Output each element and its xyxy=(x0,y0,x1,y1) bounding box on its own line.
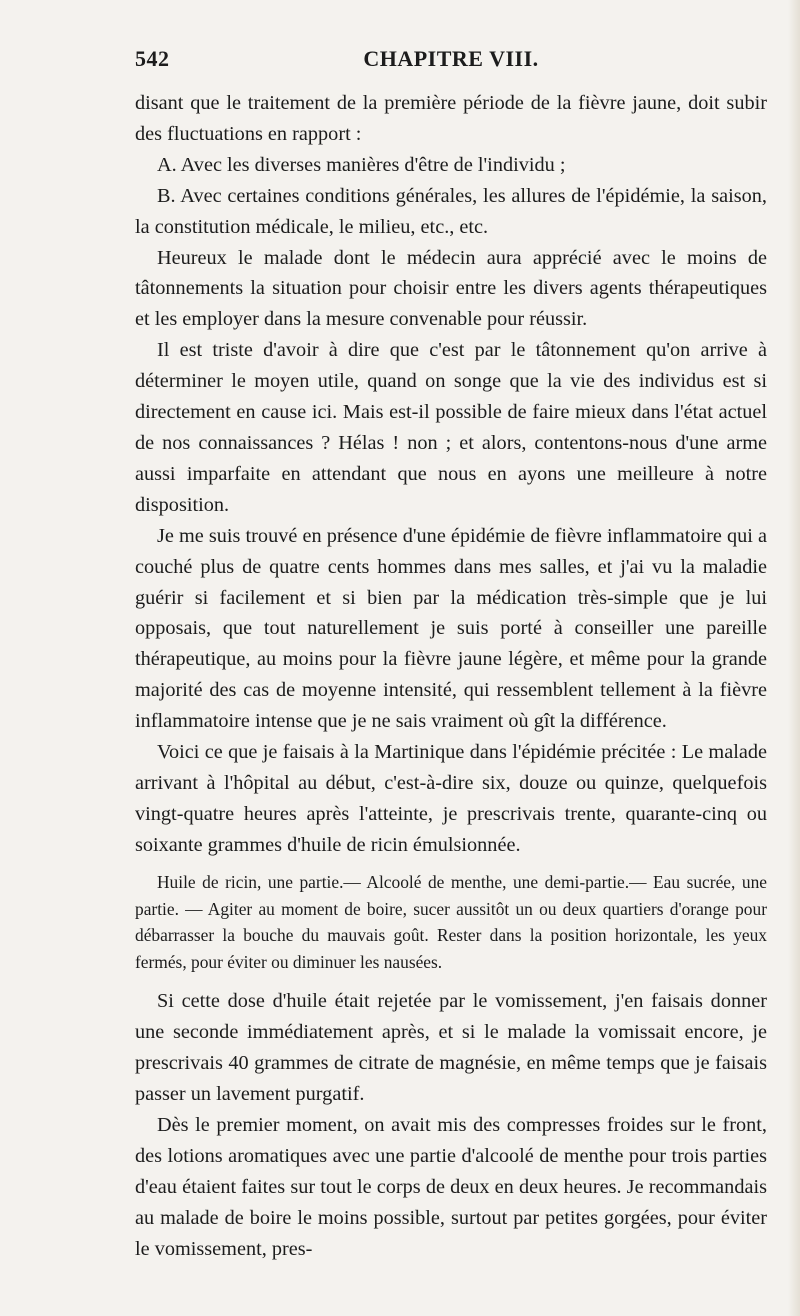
paragraph-item-b: B. Avec certaines conditions générales, les allures de l'épidémie, la saison, la constitution médicale, le milieu, etc., etc. xyxy=(135,184,767,238)
chapter-title: CHAPITRE VIII. xyxy=(363,46,539,71)
page-header xyxy=(135,40,767,74)
paragraph-item-a: A. Avec les diverses manières d'être de l'individu ; xyxy=(157,153,566,176)
page-number: 542 xyxy=(135,46,170,71)
prescription-note: Huile de ricin, une partie.— Alcoolé de menthe, une demi-partie.— Eau sucrée, une partie. — Agiter au moment de boire, sucer aussitôt un ou deux quartiers d'orange pour débarrasser la bouche du mauvais goût. Rester dans la position horizontale, les yeux fermés, pour éviter ou diminuer les nausées. xyxy=(135,871,767,973)
page-edge-shadow xyxy=(788,0,800,1316)
paragraph: Dès le premier moment, on avait mis des compresses froides sur le front, des lotions aromatiques avec une partie d'alcoolé de menthe pour trois parties d'eau étaient faites sur tout le corps de deux en deux heures. Je recommandais au malade de boire le moins possible, surtout par petites gorgées, pour éviter le vomissement, pres- xyxy=(135,1113,767,1260)
paragraph: Il est triste d'avoir à dire que c'est par le tâtonnement qu'on arrive à déterminer le moyen utile, quand on songe que la vie des individus est si directement en cause ici. Mais est-il possible de faire mieux dans l'état actuel de nos connaissances ? Hélas ! non ; et alors, contentons-nous d'une arme aussi imparfaite en attendant que nous en ayons une meilleure à notre disposition. xyxy=(135,339,767,516)
paragraph: Voici ce que je faisais à la Martinique dans l'épidémie précitée : Le malade arrivant à l'hôpital au début, c'est-à-dire six, douze ou quinze, quelquefois vingt-quatre heures après l'atteinte, je prescrivais trente, quarante-cinq ou soixante grammes d'huile de ricin émulsionnée. xyxy=(135,741,767,856)
paragraph-continuation: disant que le traitement de la première période de la fièvre jaune, doit subir des fluctuations en rapport : xyxy=(135,92,767,145)
page-body xyxy=(135,88,767,1264)
paragraph: Je me suis trouvé en présence d'une épidémie de fièvre inflammatoire qui a couché plus de quatre cents hommes dans mes salles, et j'ai vu la maladie guérir si facilement et si bien par la médication très-simple que je lui opposais, que tout naturellement je suis porté à conseiller une pareille thérapeutique, au moins pour la fièvre jaune légère, et même pour la grande majorité des cas de moyenne intensité, qui ressemblent tellement à la fièvre inflammatoire intense que je ne sais vraiment où gît la différence. xyxy=(135,524,767,733)
paragraph: Si cette dose d'huile était rejetée par le vomissement, j'en faisais donner une seconde immédiatement après, et si le malade la vomissait encore, je prescrivais 40 grammes de citrate de magnésie, en même temps que je faisais passer un lavement purgatif. xyxy=(135,990,767,1105)
paragraph: Heureux le malade dont le médecin aura apprécié avec le moins de tâtonnements la situation pour choisir entre les divers agents thérapeutiques et les employer dans la mesure convenable pour réussir. xyxy=(135,246,767,331)
